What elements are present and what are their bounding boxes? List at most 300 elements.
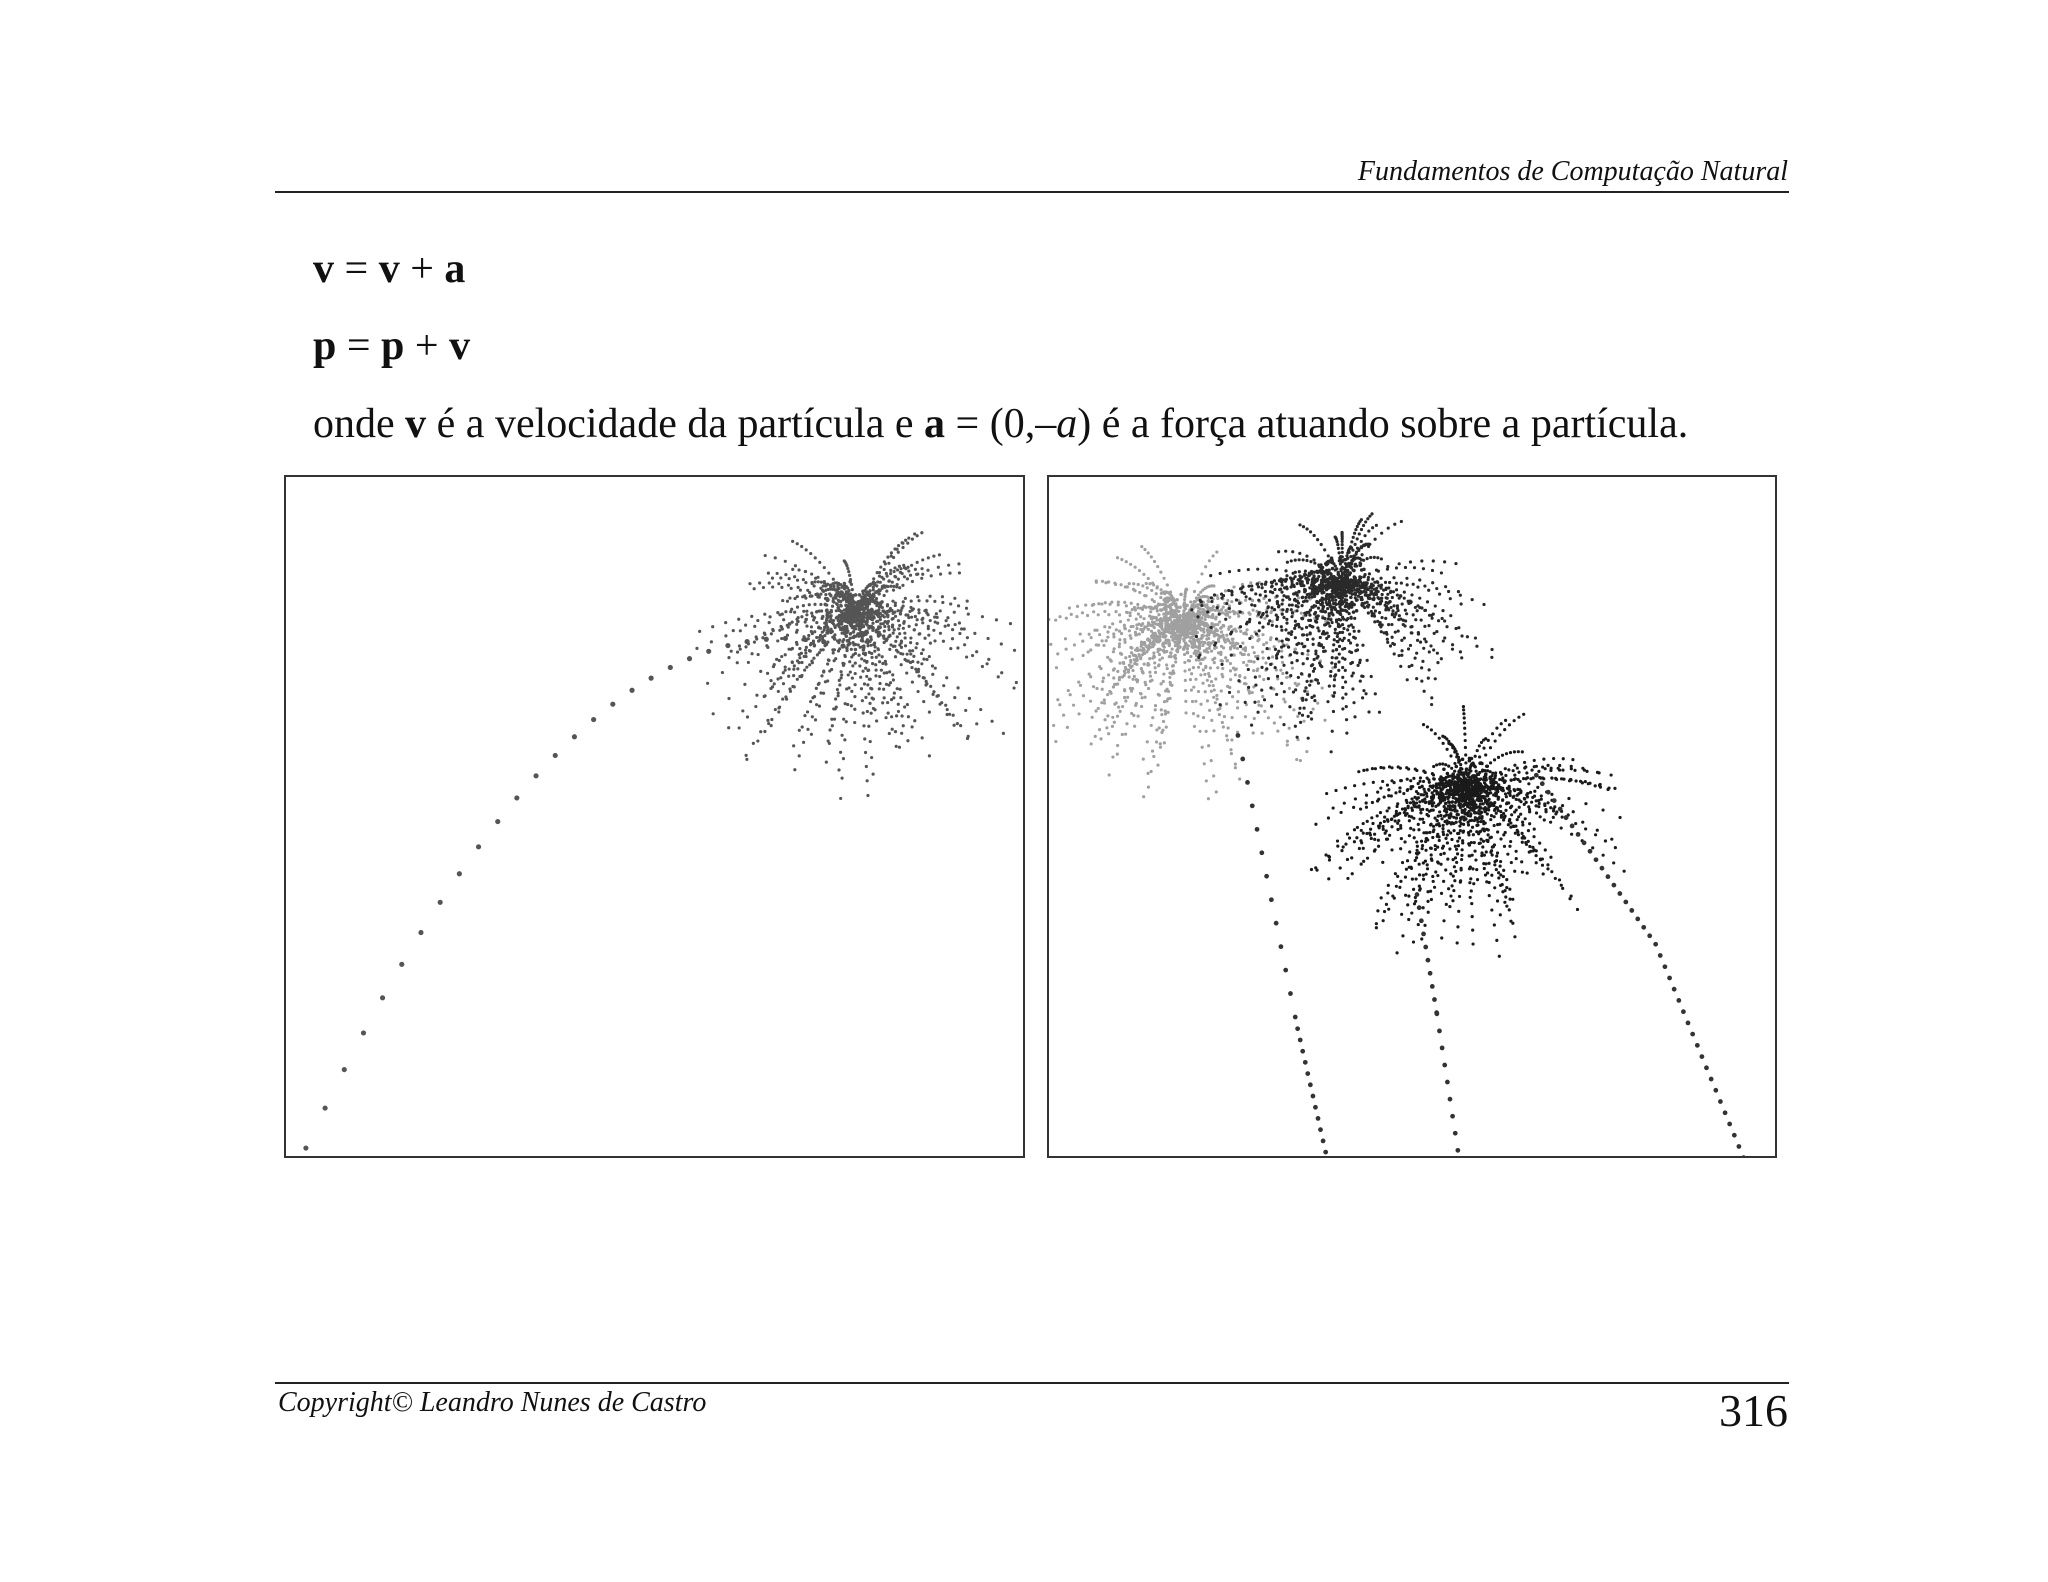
burst-particle — [1126, 611, 1129, 614]
burst-particle — [1396, 828, 1399, 831]
burst-particle — [1430, 617, 1433, 620]
burst-particle — [934, 667, 937, 670]
burst-particle — [744, 624, 747, 627]
burst-particle — [864, 653, 867, 656]
burst-particle — [1076, 605, 1079, 608]
burst-particle — [763, 633, 766, 636]
burst-particle — [1423, 690, 1426, 693]
burst-particle — [1153, 661, 1156, 664]
burst-particle — [908, 649, 911, 652]
burst-particle — [1434, 677, 1437, 680]
burst-core-particle — [1178, 645, 1182, 649]
burst-particle — [1333, 675, 1336, 678]
burst-particle — [1294, 725, 1297, 728]
burst-particle — [750, 652, 753, 655]
burst-particle — [1165, 726, 1168, 729]
burst-particle — [1403, 591, 1406, 594]
burst-core-particle — [823, 626, 827, 630]
burst-particle — [805, 639, 808, 642]
burst-particle — [1077, 681, 1080, 684]
burst-particle — [1104, 601, 1107, 604]
burst-particle — [1591, 846, 1594, 849]
burst-particle — [1441, 735, 1444, 738]
burst-core-particle — [1163, 630, 1167, 634]
burst-particle — [1352, 626, 1355, 629]
burst-particle — [1199, 662, 1202, 665]
burst-particle — [1346, 832, 1349, 835]
burst-particle — [866, 779, 869, 782]
burst-particle — [1097, 613, 1100, 616]
burst-particle — [1405, 612, 1408, 615]
burst-core-particle — [1162, 649, 1166, 653]
burst-particle — [798, 647, 801, 650]
burst-particle — [1238, 602, 1241, 605]
burst-core-particle — [1333, 587, 1337, 591]
burst-particle — [883, 696, 886, 699]
burst-particle — [1055, 666, 1058, 669]
burst-particle — [1291, 603, 1294, 606]
burst-particle — [732, 629, 735, 632]
burst-particle — [1304, 570, 1307, 573]
burst-particle — [774, 556, 777, 559]
burst-particle — [1098, 728, 1101, 731]
burst-particle — [1486, 833, 1489, 836]
burst-particle — [763, 613, 766, 616]
burst-particle — [1150, 555, 1153, 558]
burst-particle — [1274, 666, 1277, 669]
burst-particle — [1379, 587, 1382, 590]
burst-particle — [1239, 610, 1242, 613]
burst-particle — [865, 765, 868, 768]
burst-particle — [860, 687, 863, 690]
burst-particle — [1323, 548, 1326, 551]
burst-particle — [724, 634, 727, 637]
burst-particle — [949, 647, 952, 650]
burst-particle — [1239, 625, 1242, 628]
burst-particle — [1208, 684, 1211, 687]
burst-particle — [1457, 910, 1460, 913]
burst-particle — [807, 634, 810, 637]
burst-particle — [905, 671, 908, 674]
burst-particle — [756, 739, 759, 742]
burst-particle — [1225, 634, 1228, 637]
burst-particle — [1478, 755, 1481, 758]
burst-particle — [884, 660, 887, 663]
burst-particle — [1210, 649, 1213, 652]
burst-particle — [1260, 583, 1263, 586]
burst-particle — [1145, 582, 1148, 585]
burst-particle — [1123, 689, 1126, 692]
burst-particle — [771, 577, 774, 580]
burst-particle — [1307, 574, 1310, 577]
burst-particle — [922, 648, 925, 651]
burst-particle — [1407, 602, 1410, 605]
burst-particle — [1423, 584, 1426, 587]
burst-particle — [1381, 825, 1384, 828]
burst-core-particle — [868, 600, 872, 604]
burst-particle — [1204, 690, 1207, 693]
trail-particle — [610, 702, 615, 707]
burst-particle — [867, 725, 870, 728]
burst-particle — [1230, 600, 1233, 603]
burst-particle — [1383, 796, 1386, 799]
burst-particle — [1350, 651, 1353, 654]
burst-particle — [831, 605, 834, 608]
burst-core-particle — [882, 634, 886, 638]
burst-particle — [897, 619, 900, 622]
burst-particle — [1138, 591, 1141, 594]
burst-particle — [886, 701, 889, 704]
burst-particle — [881, 662, 884, 665]
burst-core-particle — [860, 621, 864, 625]
burst-particle — [1218, 620, 1221, 623]
burst-particle — [1394, 791, 1397, 794]
burst-particle — [1313, 534, 1316, 537]
burst-core-particle — [836, 616, 840, 620]
burst-particle — [1343, 658, 1346, 661]
burst-particle — [1203, 673, 1206, 676]
burst-particle — [1379, 577, 1382, 580]
burst-particle — [1406, 788, 1409, 791]
burst-particle — [1135, 659, 1138, 662]
burst-particle — [1247, 668, 1250, 671]
burst-particle — [1312, 558, 1315, 561]
burst-particle — [1331, 621, 1334, 624]
burst-particle — [1252, 660, 1255, 663]
burst-particle — [1156, 565, 1159, 568]
burst-particle — [1095, 581, 1098, 584]
burst-particle — [805, 613, 808, 616]
burst-particle — [1391, 642, 1394, 645]
burst-particle — [960, 627, 963, 630]
burst-particle — [789, 690, 792, 693]
burst-particle — [1314, 678, 1317, 681]
burst-particle — [1302, 645, 1305, 648]
burst-particle — [1377, 570, 1380, 573]
burst-core-particle — [1197, 624, 1201, 628]
burst-particle — [899, 612, 902, 615]
burst-particle — [1238, 777, 1241, 780]
burst-particle — [893, 645, 896, 648]
burst-particle — [956, 686, 959, 689]
burst-particle — [1054, 740, 1057, 743]
burst-particle — [1300, 642, 1303, 645]
burst-particle — [1101, 580, 1104, 583]
burst-particle — [1116, 715, 1119, 718]
burst-particle — [1460, 656, 1463, 659]
burst-particle — [1147, 624, 1150, 627]
equation-position-update: p = p + v — [313, 323, 471, 369]
burst-particle — [986, 637, 989, 640]
burst-particle — [1140, 696, 1143, 699]
burst-particle — [1345, 718, 1348, 721]
burst-particle — [1284, 550, 1287, 553]
burst-particle — [1089, 648, 1092, 651]
burst-particle — [1406, 859, 1409, 862]
burst-particle — [1256, 711, 1259, 714]
burst-particle — [888, 634, 891, 637]
burst-particle — [838, 647, 841, 650]
burst-particle — [1336, 640, 1339, 643]
burst-particle — [1260, 689, 1263, 692]
burst-particle — [808, 663, 811, 666]
burst-particle — [1360, 553, 1363, 556]
burst-particle — [1280, 629, 1283, 632]
burst-particle — [883, 630, 886, 633]
burst-particle — [916, 661, 919, 664]
burst-particle — [1287, 638, 1290, 641]
burst-particle — [1288, 598, 1291, 601]
burst-particle — [1141, 608, 1144, 611]
burst-particle — [898, 565, 901, 568]
burst-particle — [1380, 532, 1383, 535]
burst-particle — [891, 624, 894, 627]
burst-core-particle — [1164, 624, 1168, 628]
burst-particle — [1390, 606, 1393, 609]
burst-particle — [1152, 651, 1155, 654]
burst-particle — [1382, 919, 1385, 922]
burst-particle — [1385, 605, 1388, 608]
burst-particle — [1250, 588, 1253, 591]
burst-core-particle — [1192, 619, 1196, 623]
burst-particle — [1459, 650, 1462, 653]
burst-particle — [897, 710, 900, 713]
burst-particle — [1421, 847, 1424, 850]
burst-particle — [1389, 644, 1392, 647]
burst-particle — [770, 724, 773, 727]
burst-particle — [1367, 611, 1370, 614]
burst-particle — [1235, 667, 1238, 670]
burst-particle — [1404, 609, 1407, 612]
burst-particle — [859, 646, 862, 649]
burst-particle — [1355, 836, 1358, 839]
burst-particle — [1214, 633, 1217, 636]
burst-particle — [839, 797, 842, 800]
burst-particle — [1281, 672, 1284, 675]
burst-particle — [1446, 841, 1449, 844]
burst-particle — [1459, 594, 1462, 597]
burst-particle — [1170, 635, 1173, 638]
burst-particle — [1200, 634, 1203, 637]
burst-particle — [941, 595, 944, 598]
burst-particle — [780, 626, 783, 629]
burst-core-particle — [1167, 617, 1171, 621]
burst-particle — [801, 725, 804, 728]
burst-particle — [851, 664, 854, 667]
burst-particle — [1125, 722, 1128, 725]
burst-particle — [1249, 581, 1252, 584]
burst-particle — [870, 756, 873, 759]
burst-particle — [1397, 654, 1400, 657]
burst-core-particle — [1175, 598, 1179, 602]
burst-particle — [1400, 649, 1403, 652]
burst-particle — [1421, 808, 1424, 811]
burst-particle — [1385, 631, 1388, 634]
burst-particle — [895, 583, 898, 586]
burst-core-particle — [1311, 584, 1315, 588]
burst-particle — [1521, 841, 1524, 844]
burst-particle — [822, 692, 825, 695]
burst-core-particle — [1326, 562, 1330, 566]
burst-particle — [1314, 649, 1317, 652]
burst-particle — [1546, 764, 1549, 767]
trail-particle — [706, 649, 711, 654]
burst-particle — [1058, 703, 1061, 706]
burst-particle — [1298, 558, 1301, 561]
burst-particle — [1116, 670, 1119, 673]
burst-particle — [995, 618, 998, 621]
burst-core-particle — [1179, 626, 1183, 630]
burst-particle — [1162, 720, 1165, 723]
burst-particle — [1489, 746, 1492, 749]
burst-particle — [1536, 786, 1539, 789]
burst-particle — [1193, 590, 1196, 593]
burst-particle — [1384, 581, 1387, 584]
burst-particle — [1310, 625, 1313, 628]
burst-particle — [814, 577, 817, 580]
burst-particle — [1141, 649, 1144, 652]
burst-particle — [917, 608, 920, 611]
burst-particle — [1462, 708, 1465, 711]
burst-particle — [757, 653, 760, 656]
burst-particle — [1513, 719, 1516, 722]
burst-particle — [1460, 634, 1463, 637]
burst-particle — [754, 705, 757, 708]
burst-particle — [1262, 656, 1265, 659]
burst-particle — [1443, 636, 1446, 639]
burst-particle — [796, 542, 799, 545]
burst-particle — [1218, 713, 1221, 716]
burst-particle — [1267, 677, 1270, 680]
burst-particle — [1374, 609, 1377, 612]
burst-particle — [1307, 596, 1310, 599]
burst-particle — [1303, 690, 1306, 693]
burst-particle — [1233, 654, 1236, 657]
burst-particle — [1144, 681, 1147, 684]
burst-particle — [901, 572, 904, 575]
burst-particle — [814, 718, 817, 721]
burst-core-particle — [886, 613, 890, 617]
burst-particle — [1356, 525, 1359, 528]
burst-particle — [1499, 837, 1502, 840]
burst-particle — [1210, 759, 1213, 762]
burst-particle — [1337, 618, 1340, 621]
burst-particle — [810, 572, 813, 575]
burst-particle — [1505, 886, 1508, 889]
burst-particle — [1540, 794, 1543, 797]
burst-particle — [1460, 868, 1463, 871]
burst-particle — [1117, 600, 1120, 603]
burst-particle — [912, 607, 915, 610]
burst-particle — [1388, 834, 1391, 837]
burst-particle — [762, 586, 765, 589]
burst-particle — [1306, 593, 1309, 596]
burst-particle — [1425, 795, 1428, 798]
burst-particle — [851, 677, 854, 680]
burst-core-particle — [833, 637, 837, 641]
burst-particle — [1090, 742, 1093, 745]
burst-particle — [1373, 620, 1376, 623]
burst-particle — [865, 613, 868, 616]
burst-particle — [1049, 618, 1050, 621]
burst-particle — [1102, 677, 1105, 680]
burst-particle — [1148, 582, 1151, 585]
burst-particle — [818, 682, 821, 685]
burst-particle — [1363, 573, 1366, 576]
burst-particle — [1424, 609, 1427, 612]
trail-particle — [380, 995, 385, 1000]
burst-particle — [1290, 615, 1293, 618]
burst-particle — [1282, 616, 1285, 619]
burst-particle — [1387, 908, 1390, 911]
burst-particle — [1208, 675, 1211, 678]
burst-particle — [1072, 704, 1075, 707]
burst-core-particle — [1343, 558, 1347, 562]
burst-particle — [1190, 672, 1193, 675]
burst-particle — [1071, 658, 1074, 661]
burst-core-particle — [872, 615, 876, 619]
burst-particle — [1243, 653, 1246, 656]
burst-particle — [1359, 680, 1362, 683]
burst-particle — [1374, 692, 1377, 695]
burst-particle — [772, 629, 775, 632]
burst-particle — [1269, 686, 1272, 689]
burst-particle — [901, 584, 904, 587]
burst-particle — [1116, 682, 1119, 685]
burst-core-particle — [844, 620, 848, 624]
burst-particle — [1350, 540, 1353, 543]
burst-particle — [1295, 609, 1298, 612]
burst-particle — [782, 618, 785, 621]
burst-particle — [1391, 636, 1394, 639]
burst-particle — [759, 730, 762, 733]
burst-particle — [1480, 741, 1483, 744]
burst-particle — [746, 715, 749, 718]
burst-core-particle — [1172, 627, 1176, 631]
burst-particle — [1308, 684, 1311, 687]
burst-particle — [845, 647, 848, 650]
burst-particle — [1354, 637, 1357, 640]
burst-particle — [1623, 870, 1626, 873]
burst-particle — [1450, 767, 1453, 770]
burst-particle — [1300, 672, 1303, 675]
burst-particle — [1584, 780, 1587, 783]
burst-particle — [1277, 604, 1280, 607]
burst-particle — [1552, 816, 1555, 819]
burst-particle — [854, 672, 857, 675]
burst-core-particle — [834, 594, 838, 598]
burst-particle — [1362, 860, 1365, 863]
burst-particle — [1245, 664, 1248, 667]
burst-particle — [1290, 630, 1293, 633]
burst-particle — [1262, 643, 1265, 646]
burst-particle — [1427, 677, 1430, 680]
burst-particle — [1114, 583, 1117, 586]
burst-particle — [1266, 606, 1269, 609]
burst-core-particle — [880, 600, 884, 604]
burst-particle — [896, 568, 899, 571]
burst-particle — [928, 754, 931, 757]
burst-particle — [753, 587, 756, 590]
burst-particle — [1346, 628, 1349, 631]
burst-particle — [1092, 603, 1095, 606]
burst-particle — [1445, 792, 1448, 795]
burst-particle — [1157, 629, 1160, 632]
burst-particle — [920, 567, 923, 570]
burst-particle — [1171, 638, 1174, 641]
burst-particle — [902, 564, 905, 567]
burst-particle — [1409, 801, 1412, 804]
